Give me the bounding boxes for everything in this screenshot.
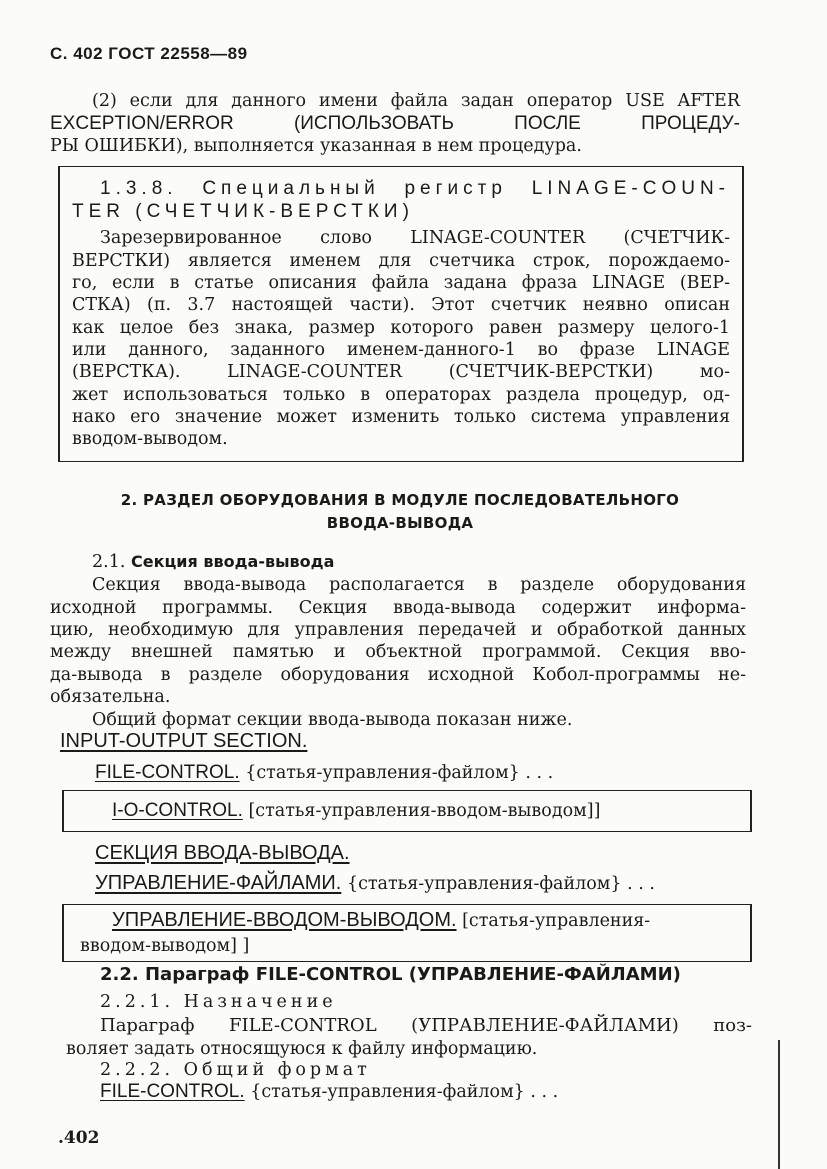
subsection-title: Секция ввода-вывода (130, 552, 335, 571)
intro-line-3: РЫ ОШИБКИ), выполняется указанная в нем процедура. (50, 136, 582, 156)
box-line: СТКА) (п. 3.7 настоящей части). Этот счетчик неявно описан (72, 295, 730, 315)
file-control-keyword-2: FILE-CONTROL. (100, 1081, 245, 1102)
box-line: жет использоваться только в операторах раздела процедур, од- (72, 385, 730, 405)
ru-file-control-keyword: УПРАВЛЕНИЕ-ФАЙЛАМИ. (95, 872, 342, 894)
para-line: Секция ввода-вывода располагается в разделе оборудования (92, 575, 746, 595)
io-control-keyword: I-O-CONTROL. (112, 800, 243, 821)
page-header: С. 402 ГОСТ 22558—89 (50, 44, 248, 63)
box-line: Зарезервированное слово LINAGE-COUNTER (СЧЕТЧИК- (100, 228, 730, 248)
subsection-number: 2.1. (92, 552, 126, 572)
input-output-section-keyword: INPUT-OUTPUT SECTION. (60, 730, 308, 752)
box-line: как целое без знака, размер которого равен размеру целого-1 (72, 318, 730, 338)
subsection-2-2-2: 2.2.2. Общий формат (100, 1060, 371, 1080)
subsection-2-2-1: 2.2.1. Назначение (100, 992, 337, 1012)
box-line: (ВЕРСТКА). LINAGE-COUNTER (СЧЕТЧИК-ВЕРСТКИ) мо- (72, 362, 730, 382)
ru-section-keyword: СЕКЦИЯ ВВОДА-ВЫВОДА. (95, 842, 350, 864)
io-control-clause: [статья-управления-вводом-выводом]] (248, 801, 601, 821)
file-control-clause: {статья-управления-файлом} . . . (245, 763, 554, 783)
para-line: обязательна. (50, 687, 171, 707)
format-file-control (95, 762, 553, 784)
para-2-2-1-line-2: воляет задать относящуюся к файлу информацию. (66, 1039, 538, 1059)
box-title-line-1: 1.3.8. Специальный регистр LINAGE-COUN- (100, 178, 730, 199)
format-io-control (112, 800, 600, 822)
format-ru-io-control (112, 909, 650, 932)
para-line: исходной программы. Секция ввода-вывода содержит информа- (50, 598, 746, 618)
ru-io-control-clause: [статья-управления- (462, 911, 651, 931)
box-line: вводом-выводом. (72, 429, 228, 449)
para-line: Общий формат секции ввода-вывода показан ниже. (92, 710, 573, 730)
para-line: цию, необходимую для управления передачей и обработкой данных (50, 620, 746, 640)
format-input-output-section (60, 730, 307, 753)
intro-line-1: (2) если для данного имени файла задан оператор USE AFTER (92, 91, 740, 111)
file-control-keyword: FILE-CONTROL. (95, 762, 240, 783)
ru-io-control-keyword: УПРАВЛЕНИЕ-ВВОДОМ-ВЫВОДОМ. (112, 909, 457, 931)
section-heading-line-1: 2. РАЗДЕЛ ОБОРУДОВАНИЯ В МОДУЛЕ ПОСЛЕДОВАТЕЛЬНОГО (120, 491, 680, 509)
format-ru-file-control (95, 872, 655, 895)
para-line: между внешней памятью и объектной программой. Секция вво- (50, 642, 746, 662)
box-line: или данного, заданного именем-данного-1 во фразе LINAGE (72, 340, 730, 360)
box-line: ВЕРСТКИ) является именем для счетчика строк, порождаемо- (72, 251, 730, 271)
page-number: .402 (58, 1128, 100, 1148)
para-2-2-1-line-1: Параграф FILE-CONTROL (УПРАВЛЕНИЕ-ФАЙЛАМИ) поз- (100, 1015, 752, 1036)
format-2-2-2 (100, 1081, 558, 1103)
ru-file-control-clause: {статья-управления-файлом} . . . (346, 874, 655, 894)
subsection-2-1 (92, 552, 334, 572)
section-heading-line-2: ВВОДА-ВЫВОДА (326, 514, 474, 532)
intro-line-2: EXCEPTION/ERROR (ИСПОЛЬЗОВАТЬ ПОСЛЕ ПРОЦЕДУ- (50, 113, 740, 134)
box-title-line-2: TER (СЧЕТЧИК-ВЕРСТКИ) (72, 201, 414, 222)
format-ru-section (95, 842, 350, 865)
box-line: го, если в статье описания файла задана фраза LINAGE (ВЕР- (72, 273, 730, 293)
scan-edge-line (778, 1040, 780, 1169)
file-control-clause-2: {статья-управления-файлом} . . . (250, 1082, 559, 1102)
subsection-2-2-title: 2.2. Параграф FILE-CONTROL (УПРАВЛЕНИЕ-ФАЙЛАМИ) (100, 964, 681, 985)
para-line: да-вывода в разделе оборудования исходной Кобол-программы не- (50, 665, 746, 685)
ru-io-control-continuation: вводом-выводом] ] (80, 936, 250, 956)
box-line: нако его значение может изменить только система управления (72, 407, 730, 427)
